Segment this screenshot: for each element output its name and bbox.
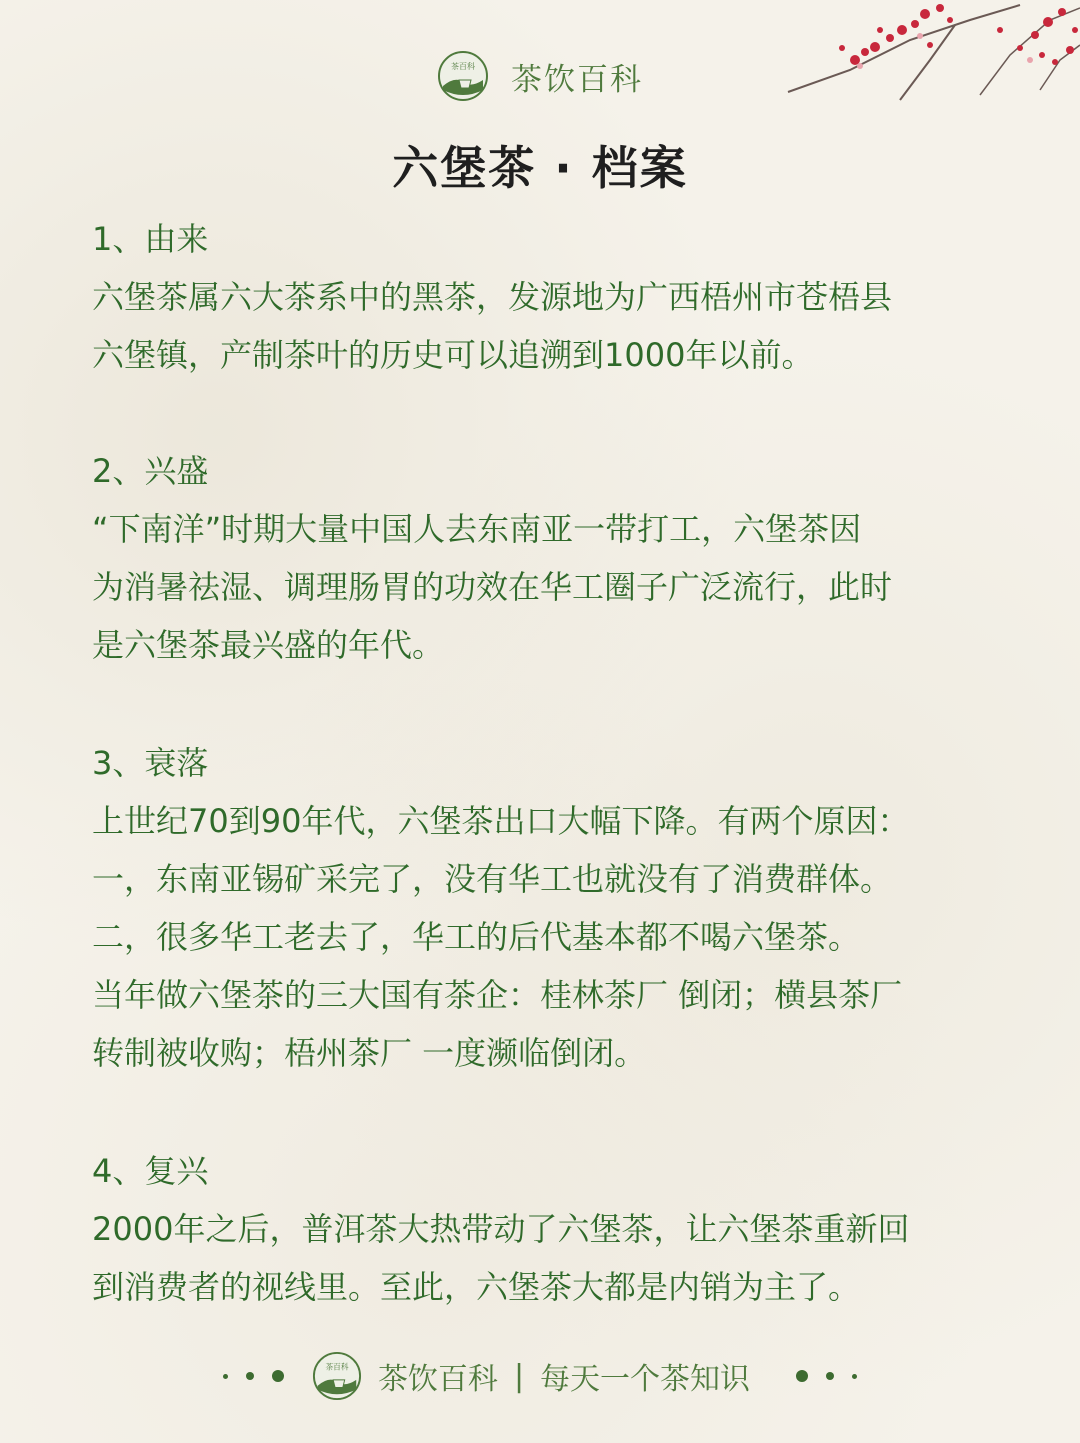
footer-slogan: 每天一个茶知识 <box>540 1362 751 1397</box>
logo-text: 茶百科 <box>451 62 475 71</box>
section-heading: 1、由来 <box>92 220 209 258</box>
tea-logo-icon <box>312 1351 362 1401</box>
dot <box>223 1374 228 1379</box>
page-title: 六堡茶 · 档案 <box>392 141 688 195</box>
footer <box>0 1346 1080 1406</box>
section-origin <box>92 210 992 384</box>
section-body: 上世纪70到90年代，六堡茶出口大幅下降。有两个原因： 一，东南亚锡矿采完了，没有华工也就没有了消费群体。 二，很多华工老去了，华工的后代基本都不喝六堡茶。 当年做六堡茶的三大国有茶企：桂林茶厂 倒闭；横县茶厂 转制被收购；梧州茶厂 一度濒临倒闭。 <box>92 802 910 1072</box>
dot <box>852 1374 857 1379</box>
footer-brand: 茶饮百科 <box>377 1362 498 1397</box>
section-prosperity <box>92 442 992 674</box>
footer-separator: | <box>513 1358 525 1394</box>
brand-name: 茶饮百科 <box>511 61 643 98</box>
article-content <box>92 210 992 1316</box>
section-heading: 3、衰落 <box>92 744 209 782</box>
section-decline <box>92 734 992 1082</box>
dot <box>796 1370 808 1382</box>
section-heading: 4、复兴 <box>92 1152 209 1190</box>
section-body: 2000年之后，普洱茶大热带动了六堡茶，让六堡茶重新回 到消费者的视线里。至此，六堡茶大都是内销为主了。 <box>92 1210 910 1306</box>
dot <box>826 1372 834 1380</box>
section-body: 六堡茶属六大茶系中的黑茶，发源地为广西梧州市苍梧县 六堡镇，产制茶叶的历史可以追溯到1000年以前。 <box>92 278 893 374</box>
dot <box>272 1370 284 1382</box>
section-body: “下南洋”时期大量中国人去东南亚一带打工，六堡茶因 为消暑祛湿、调理肠胃的功效在华工圈子广泛流行，此时 是六堡茶最兴盛的年代。 <box>92 510 893 664</box>
section-revival <box>92 1142 992 1316</box>
tea-logo-icon <box>437 50 489 102</box>
section-heading: 2、兴盛 <box>92 452 209 490</box>
left-dots-decoration <box>223 1370 284 1382</box>
right-dots-decoration <box>796 1370 857 1382</box>
dot <box>246 1372 254 1380</box>
header <box>0 46 1080 106</box>
logo-text: 茶百科 <box>325 1362 349 1372</box>
